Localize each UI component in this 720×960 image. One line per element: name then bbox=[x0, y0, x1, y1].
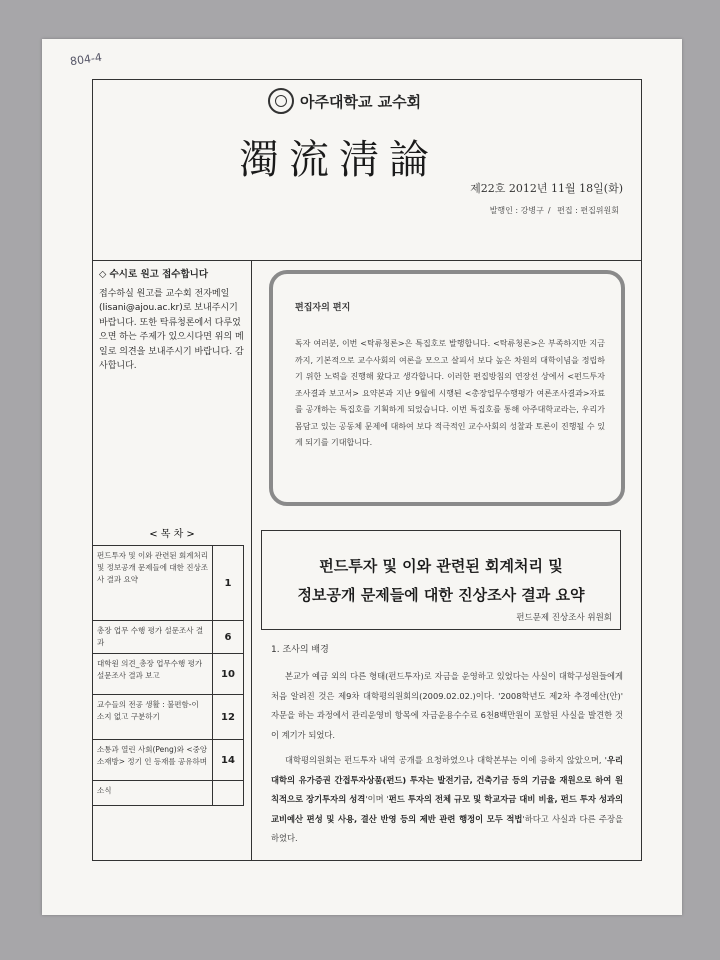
notice-body: 접수하실 원고를 교수회 전자메일(lisani@ajou.ac.kr)로 보내주시기 바랍니다. 또한 탁류청론에서 다루었으면 하는 주제가 있으시다면 위의 메일로 의견을 보내주시기 바랍니다. 감사합니다. bbox=[99, 288, 244, 371]
toc-item-page: 10 bbox=[221, 668, 235, 680]
toc-row[interactable] bbox=[93, 621, 243, 654]
credits: 발행인 : 강병구 / 편집 : 편집위원회 bbox=[489, 206, 619, 215]
toc-row[interactable] bbox=[93, 546, 243, 621]
university-seal-icon bbox=[268, 88, 294, 114]
toc-title: < 목 차 > bbox=[149, 529, 195, 540]
toc-item-text: 대학원 의견_총장 업무수행 평가 설문조사 결과 보고 bbox=[93, 654, 213, 694]
toc-item-text: 소식 bbox=[93, 781, 213, 805]
para2-emphasis-2: 펀드 투자의 전체 규모 및 학교자금 대비 비율, 펀드 투자 성과의 교비예산 편성 및 사용, 결산 반영 등의 제반 관련 행정이 모두 적법 bbox=[271, 794, 623, 824]
toc-row[interactable] bbox=[93, 740, 243, 781]
handwritten-note: 804-4 bbox=[69, 50, 103, 69]
para2-part-e: '하다고 사실과 다른 주장을 하였다. bbox=[271, 813, 624, 843]
editor-letter-heading: 편집자의 편지 bbox=[295, 303, 351, 313]
toc-item-text: 교수들의 전공 생활 : 불편함-이 소지 없고 구분하기 bbox=[93, 695, 213, 739]
issue-line: 제22호 2012년 11월 18일(화) bbox=[470, 182, 623, 195]
toc-item-page bbox=[213, 781, 243, 805]
section-heading: 1. 조사의 배경 bbox=[271, 645, 329, 655]
publisher: 발행인 : 강병구 bbox=[489, 206, 544, 215]
para2-part-a: 대학평의원회는 펀드투자 내역 공개를 요청하였으나 대학본부는 이에 응하지 않았으며, ' bbox=[285, 755, 607, 765]
toc-item-text: 총장 업무 수행 평가 설문조사 결과 bbox=[93, 621, 213, 653]
table-of-contents bbox=[93, 545, 244, 806]
paper-sheet bbox=[42, 39, 682, 915]
article-body bbox=[271, 642, 623, 855]
toc-item-page: 14 bbox=[221, 754, 235, 766]
toc-row[interactable] bbox=[93, 695, 243, 740]
para2-emphasis-1: 우리 대학의 유가증권 간접투자상품(펀드) 투자는 발전기금, 건축기금 등의 기금을 재원으로 하여 원칙적으로 장기투자의 성격 bbox=[271, 755, 623, 804]
newsletter-frame bbox=[92, 79, 642, 861]
toc-row[interactable] bbox=[93, 654, 243, 695]
newsletter-title: 濁流淸論 bbox=[239, 137, 439, 183]
headline-line-2: 정보공개 문제들에 대한 진상조사 결과 요약 bbox=[297, 586, 585, 604]
toc-item-page: 12 bbox=[221, 711, 235, 723]
toc-item-text: 펀드투자 및 이와 관련된 회계처리 및 정보공개 문제들에 대한 진상조사 결과 요약 bbox=[93, 546, 213, 620]
notice-heading: ◇ 수시로 원고 접수합니다 bbox=[99, 269, 208, 280]
para2-part-c: '이며 ' bbox=[365, 794, 389, 804]
article-paragraph-2 bbox=[271, 751, 623, 849]
org-name: 아주대학교 교수회 bbox=[300, 92, 422, 111]
article-paragraph-1: 본교가 예금 외의 다른 형태(펀드투자)로 자금을 운영하고 있었다는 사실이 대학구성원들에게 처음 알려진 것은 제9차 대학평의원회의(2009.02.02.)이다. '2008학년도 제2차 추경예산(안)' 자문을 하는 과정에서 관리운영비 항목에 자금운용수수료 6천8백만원이 포함된 사실을 발견한 것이 계기가 되었다. bbox=[271, 671, 623, 740]
org-header bbox=[268, 88, 421, 114]
toc-item-text: 소통과 열린 사회(Peng)와 <중앙 소재방> 정기 인 등재를 공유하며 bbox=[93, 740, 213, 780]
editor: 편집 : 편집위원회 bbox=[557, 206, 619, 215]
toc-row[interactable] bbox=[93, 781, 243, 805]
article-headline-box bbox=[261, 530, 621, 630]
headline-byline: 펀드문제 진상조사 위원회 bbox=[516, 613, 612, 623]
headline-line-1: 펀드투자 및 이와 관련된 회계처리 및 bbox=[319, 557, 563, 575]
masthead bbox=[93, 80, 641, 261]
editor-letter-box bbox=[269, 270, 625, 506]
submission-notice bbox=[99, 268, 245, 374]
left-column bbox=[93, 260, 252, 860]
toc-item-page: 1 bbox=[224, 577, 232, 589]
editor-letter-body: 독자 여러분, 이번 <탁류청론>은 특집호로 발행합니다. <탁류청론>은 부족하지만 지금까지, 기본적으로 교수사회의 여론을 모으고 살피서 보다 높은 차원의 대학이념을 정립하기 위한 노력을 진행해 왔다고 생각합니다. 이러한 편집방침의 연장선 상에서 <펀드투자 조사결과 보고서> 요약본과 지난 9월에 시행된 <총장업무수행평가 여론조사결과>자료를 공개하는 특집호를 기획하게 되었습니다. 이번 특집호를 통해 아주대학교라는, 우리가 몸담고 있는 공동체 문제에 대하여 보다 적극적인 교수사회의 성찰과 토론이 진행될 수 있게 되기를 기대합니다. bbox=[295, 339, 605, 447]
toc-item-page: 6 bbox=[224, 631, 232, 643]
